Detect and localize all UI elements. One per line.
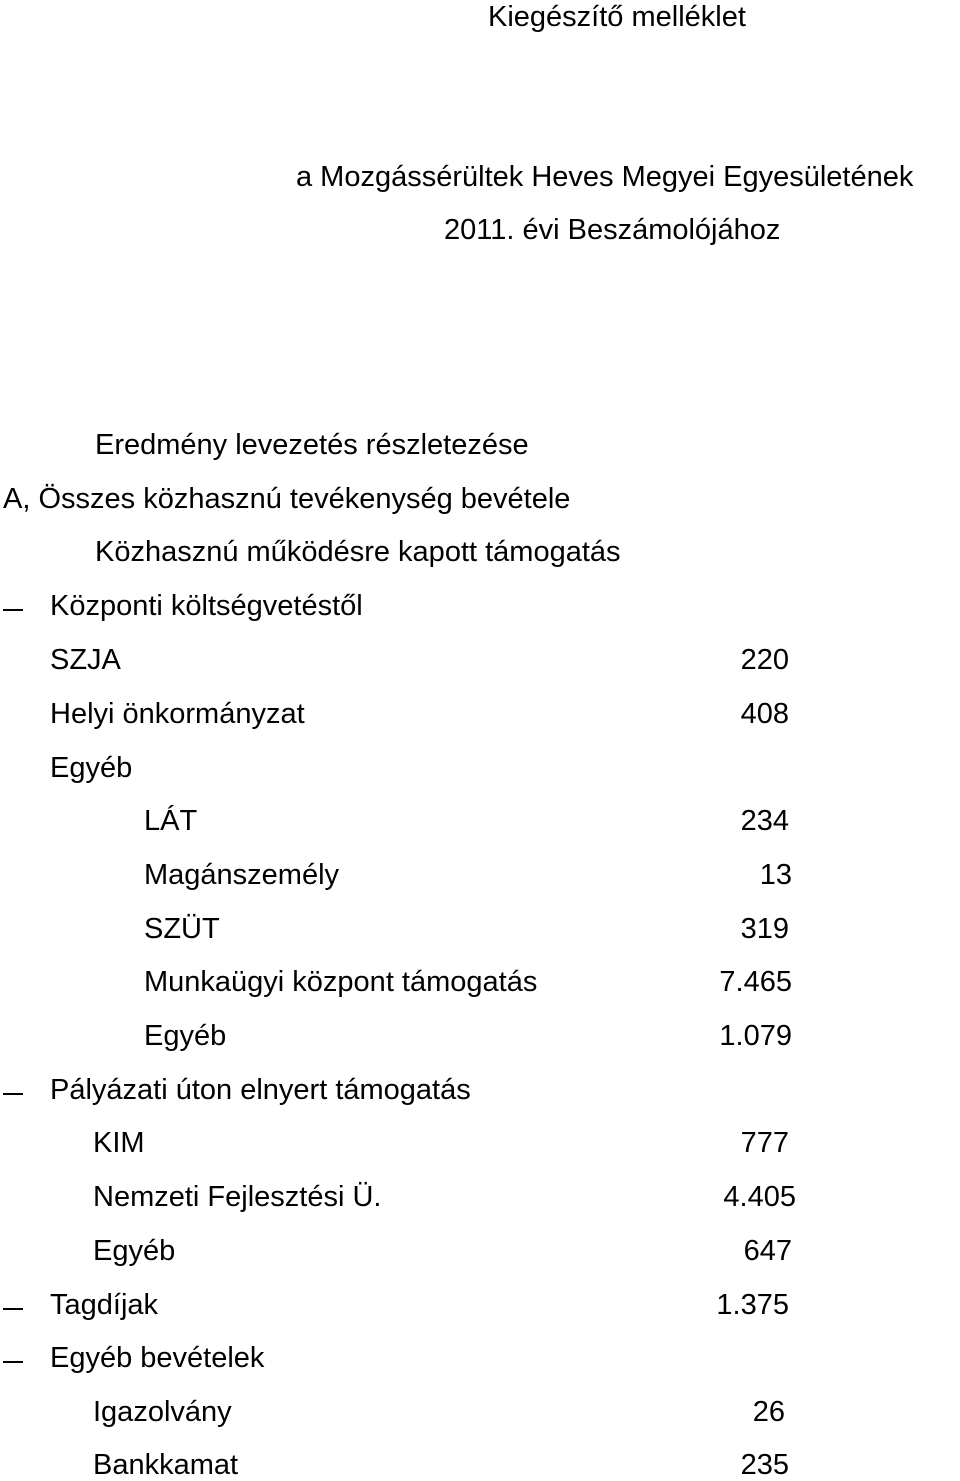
- subtitle-line-2: 2011. évi Beszámolójához: [444, 214, 781, 246]
- bullet-dash: [3, 1093, 23, 1095]
- row-label-egyeb-bevetelek: Egyéb bevételek: [50, 1342, 265, 1374]
- row-value-szja: 220: [740, 644, 789, 676]
- row-label-kozponti: Központi költségvetéstől: [50, 590, 363, 622]
- row-label-szja: SZJA: [50, 644, 121, 676]
- subheading: Közhasznú működésre kapott támogatás: [95, 536, 621, 568]
- row-label-kim: KIM: [93, 1127, 145, 1159]
- row-label-bankkamat: Bankkamat: [93, 1449, 239, 1481]
- row-value-helyi: 408: [740, 698, 789, 730]
- annex-title: Kiegészítő melléklet: [488, 1, 746, 33]
- subtitle-line-1: a Mozgássérültek Heves Megyei Egyesületének: [296, 161, 914, 193]
- row-label-helyi: Helyi önkormányzat: [50, 698, 305, 730]
- row-value-maganszemely: 13: [759, 859, 792, 891]
- row-value-igazolvany: 26: [752, 1396, 785, 1428]
- row-label-szut: SZÜT: [144, 913, 220, 945]
- row-value-munkaugyi: 7.465: [719, 966, 792, 998]
- row-value-bankkamat: 235: [740, 1449, 789, 1481]
- row-label-maganszemely: Magánszemély: [144, 859, 340, 891]
- row-label-lat: LÁT: [144, 805, 198, 837]
- row-value-lat: 234: [740, 805, 789, 837]
- row-value-tagdijak: 1.375: [716, 1289, 789, 1321]
- row-label-egyeb-sub: Egyéb: [144, 1020, 227, 1052]
- row-label-tagdijak: Tagdíjak: [50, 1289, 159, 1321]
- row-value-szut: 319: [740, 913, 789, 945]
- row-label-igazolvany: Igazolvány: [93, 1396, 232, 1428]
- row-value-nemzeti: 4.405: [723, 1181, 796, 1213]
- row-value-egyeb-pal: 647: [743, 1235, 792, 1267]
- bullet-dash: [3, 609, 23, 611]
- row-label-egyeb-pal: Egyéb: [93, 1235, 176, 1267]
- row-value-egyeb-sub: 1.079: [719, 1020, 792, 1052]
- bullet-dash: [3, 1361, 23, 1363]
- row-label-nemzeti: Nemzeti Fejlesztési Ü.: [93, 1181, 382, 1213]
- section-heading: Eredmény levezetés részletezése: [95, 429, 529, 461]
- row-label-palyazati: Pályázati úton elnyert támogatás: [50, 1074, 471, 1106]
- row-value-kim: 777: [740, 1127, 789, 1159]
- bullet-dash: [3, 1308, 23, 1310]
- row-label-munkaugyi: Munkaügyi központ támogatás: [144, 966, 538, 998]
- group-a-heading: A, Összes közhasznú tevékenység bevétele: [3, 483, 571, 515]
- row-label-egyeb-group: Egyéb: [50, 752, 133, 784]
